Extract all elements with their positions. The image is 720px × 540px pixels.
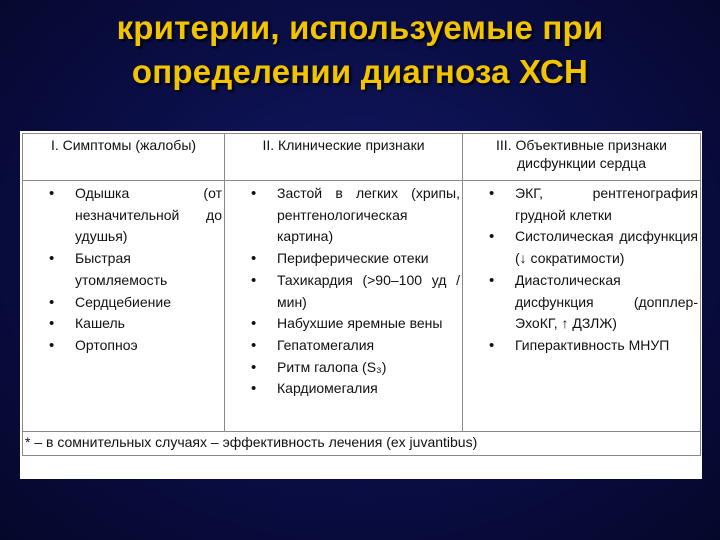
list-item: • Тахикардия (>90–100 уд / мин) <box>225 270 462 313</box>
clinical-signs-cell <box>225 181 463 432</box>
objective-signs-list <box>463 183 700 357</box>
list-item: • Кардиомегалия <box>225 378 462 400</box>
table-body-row <box>23 181 701 432</box>
list-item: • Сердцебиение <box>23 292 224 314</box>
header-objective-signs: III. Объективные признаки дисфункции сердца <box>463 134 701 181</box>
list-item: • Быстрая утомляемость <box>23 248 224 291</box>
header-symptoms: I. Симптомы (жалобы) <box>23 134 225 181</box>
list-item: • Ортопноэ <box>23 335 224 357</box>
objective-signs-cell <box>463 181 701 432</box>
list-item: • Гиперактивность МНУП <box>463 335 700 357</box>
list-item: • Застой в легких (хрипы, рентгенологическая картина) <box>225 183 462 248</box>
slide-title-line-2: определении диагноза ХСН <box>131 53 589 90</box>
criteria-table <box>22 133 701 456</box>
header-clinical-signs: II. Клинические признаки <box>225 134 463 181</box>
criteria-table-panel <box>20 131 702 479</box>
list-item: • Одышка (от незначительной до удушья) <box>23 183 224 248</box>
list-item: • Периферические отеки <box>225 248 462 270</box>
list-item: • Гепатомегалия <box>225 335 462 357</box>
table-footnote-row <box>23 432 701 456</box>
list-item: • Кашель <box>23 313 224 335</box>
table-header-row <box>23 134 701 181</box>
slide-title <box>0 6 720 94</box>
list-item: • ЭКГ, рентгенография грудной клетки <box>463 183 700 226</box>
symptoms-cell <box>23 181 225 432</box>
list-item: • Диастолическая дисфункция (допплер-ЭхоКГ, ↑ ДЗЛЖ) <box>463 270 700 335</box>
symptoms-list <box>23 183 224 357</box>
footnote: * – в сомнительных случаях – эффективность лечения (ex juvantibus) <box>23 432 701 456</box>
list-item: • Набухшие яремные вены <box>225 313 462 335</box>
list-item: • Систолическая дисфункция (↓ сократимости) <box>463 226 700 269</box>
list-item: • Ритм галопа (S₃) <box>225 357 462 379</box>
slide-title-line-1: критерии, используемые при <box>116 9 604 46</box>
clinical-signs-list <box>225 183 462 400</box>
